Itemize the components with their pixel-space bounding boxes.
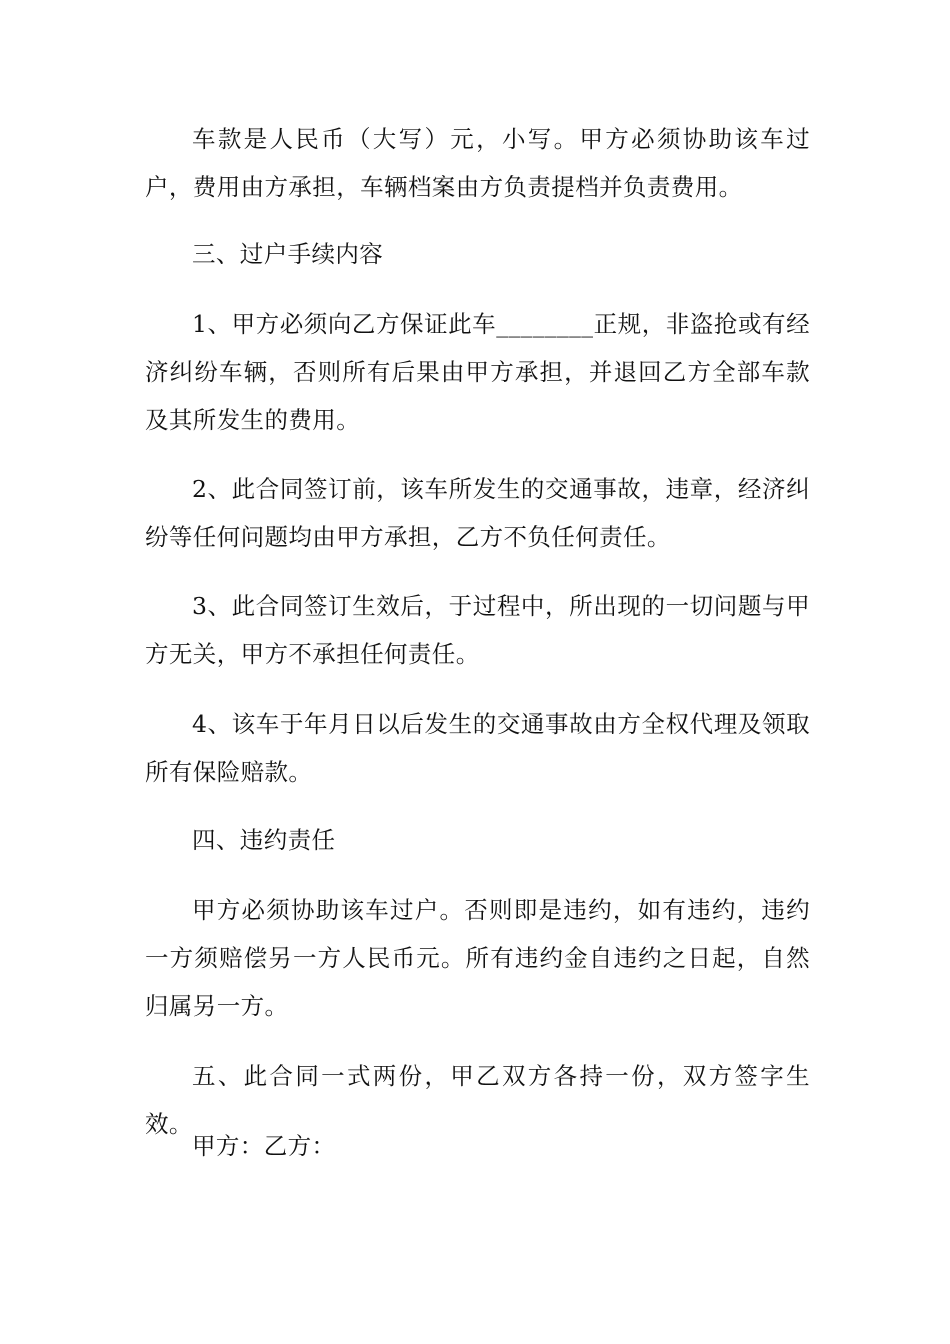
section-4-heading: 四、违约责任 <box>192 826 336 854</box>
section-3-heading: 三、过户手续内容 <box>192 240 384 268</box>
breach-liability-paragraph: 甲方必须协助该车过户。否则即是违约，如有违约，违约一方须赔偿另一方人民币元。所有违约金自违约之日起，自然归属另一方。 <box>145 896 810 1020</box>
clause-2-paragraph: 2、此合同签订前，该车所发生的交通事故，违章，经济纠纷等任何问题均由甲方承担，乙方不负任何责任。 <box>145 475 810 551</box>
payment-clause-paragraph: 车款是人民币（大写）元，小写。甲方必须协助该车过户，费用由方承担，车辆档案由方负责提档并负责费用。 <box>145 125 810 201</box>
clause-4-paragraph: 4、该车于年月日以后发生的交通事故由方全权代理及领取所有保险赔款。 <box>145 710 810 786</box>
signature-line: 甲方：乙方： <box>192 1132 336 1160</box>
section-5-paragraph: 五、此合同一式两份，甲乙双方各持一份，双方签字生效。 <box>145 1062 810 1138</box>
clause-3-paragraph: 3、此合同签订生效后，于过程中，所出现的一切问题与甲方无关，甲方不承担任何责任。 <box>145 592 810 668</box>
clause-1-paragraph: 1、甲方必须向乙方保证此车________正规，非盗抢或有经济纠纷车辆，否则所有后果由甲方承担，并退回乙方全部车款及其所发生的费用。 <box>145 310 810 434</box>
